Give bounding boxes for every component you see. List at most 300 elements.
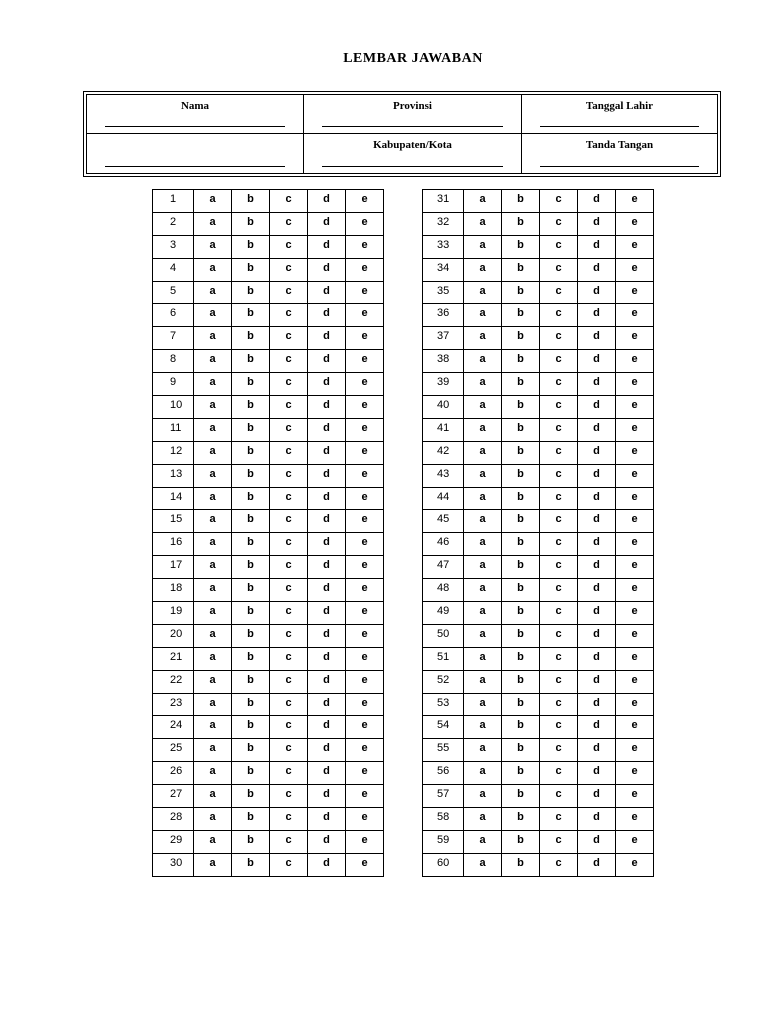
answer-option-a[interactable]: a (194, 647, 232, 670)
answer-option-d[interactable]: d (578, 418, 616, 441)
answer-option-b[interactable]: b (232, 808, 270, 831)
answer-option-a[interactable]: a (194, 693, 232, 716)
answer-option-c[interactable]: c (540, 762, 578, 785)
answer-option-e[interactable]: e (616, 670, 654, 693)
answer-option-c[interactable]: c (540, 853, 578, 876)
answer-option-c[interactable]: c (270, 510, 308, 533)
answer-option-a[interactable]: a (464, 396, 502, 419)
answer-option-b[interactable]: b (232, 624, 270, 647)
answer-option-c[interactable]: c (270, 602, 308, 625)
answer-option-e[interactable]: e (346, 670, 384, 693)
nama-line[interactable] (105, 126, 285, 127)
answer-option-e[interactable]: e (346, 304, 384, 327)
answer-option-e[interactable]: e (346, 281, 384, 304)
answer-option-c[interactable]: c (270, 647, 308, 670)
answer-option-d[interactable]: d (578, 716, 616, 739)
answer-option-c[interactable]: c (540, 670, 578, 693)
answer-option-e[interactable]: e (346, 602, 384, 625)
answer-option-e[interactable]: e (616, 510, 654, 533)
tanda-tangan-line[interactable] (540, 166, 699, 167)
answer-option-a[interactable]: a (464, 373, 502, 396)
answer-option-b[interactable]: b (502, 373, 540, 396)
answer-option-d[interactable]: d (578, 533, 616, 556)
answer-option-b[interactable]: b (502, 716, 540, 739)
answer-option-d[interactable]: d (308, 853, 346, 876)
answer-option-a[interactable]: a (194, 785, 232, 808)
answer-option-e[interactable]: e (346, 785, 384, 808)
answer-option-d[interactable]: d (578, 556, 616, 579)
answer-option-a[interactable]: a (194, 624, 232, 647)
answer-option-d[interactable]: d (308, 396, 346, 419)
answer-option-d[interactable]: d (308, 190, 346, 213)
answer-option-b[interactable]: b (502, 808, 540, 831)
answer-option-a[interactable]: a (464, 624, 502, 647)
answer-option-d[interactable]: d (578, 464, 616, 487)
answer-option-a[interactable]: a (194, 418, 232, 441)
answer-option-a[interactable]: a (464, 212, 502, 235)
answer-option-c[interactable]: c (270, 212, 308, 235)
answer-option-c[interactable]: c (270, 235, 308, 258)
answer-option-d[interactable]: d (308, 830, 346, 853)
answer-option-e[interactable]: e (616, 441, 654, 464)
answer-option-c[interactable]: c (540, 624, 578, 647)
answer-option-c[interactable]: c (540, 739, 578, 762)
answer-option-b[interactable]: b (232, 464, 270, 487)
answer-option-e[interactable]: e (616, 350, 654, 373)
answer-option-b[interactable]: b (232, 510, 270, 533)
answer-option-e[interactable]: e (616, 373, 654, 396)
answer-option-d[interactable]: d (308, 808, 346, 831)
answer-option-a[interactable]: a (464, 785, 502, 808)
answer-option-d[interactable]: d (308, 602, 346, 625)
answer-option-e[interactable]: e (616, 304, 654, 327)
answer-option-b[interactable]: b (502, 235, 540, 258)
answer-option-e[interactable]: e (346, 373, 384, 396)
answer-option-a[interactable]: a (464, 235, 502, 258)
answer-option-b[interactable]: b (502, 212, 540, 235)
kabupaten-kota-field[interactable] (304, 134, 522, 173)
answer-option-c[interactable]: c (540, 830, 578, 853)
answer-option-a[interactable]: a (194, 670, 232, 693)
answer-option-c[interactable]: c (270, 739, 308, 762)
answer-option-c[interactable]: c (270, 624, 308, 647)
answer-option-c[interactable]: c (270, 396, 308, 419)
answer-option-b[interactable]: b (502, 487, 540, 510)
answer-option-a[interactable]: a (194, 510, 232, 533)
answer-option-c[interactable]: c (540, 579, 578, 602)
answer-option-d[interactable]: d (308, 487, 346, 510)
answer-option-c[interactable]: c (540, 602, 578, 625)
answer-option-b[interactable]: b (232, 304, 270, 327)
answer-option-a[interactable]: a (464, 327, 502, 350)
answer-option-a[interactable]: a (464, 647, 502, 670)
answer-option-e[interactable]: e (616, 693, 654, 716)
answer-option-a[interactable]: a (464, 350, 502, 373)
answer-option-c[interactable]: c (540, 418, 578, 441)
answer-option-e[interactable]: e (616, 235, 654, 258)
tanda-tangan-field[interactable] (522, 134, 717, 173)
answer-option-b[interactable]: b (232, 418, 270, 441)
answer-option-d[interactable]: d (578, 304, 616, 327)
answer-option-c[interactable]: c (270, 464, 308, 487)
answer-option-e[interactable]: e (616, 716, 654, 739)
answer-option-e[interactable]: e (346, 762, 384, 785)
answer-option-e[interactable]: e (616, 418, 654, 441)
answer-option-a[interactable]: a (194, 533, 232, 556)
answer-option-e[interactable]: e (346, 808, 384, 831)
answer-option-a[interactable]: a (194, 602, 232, 625)
answer-option-a[interactable]: a (194, 464, 232, 487)
answer-option-a[interactable]: a (464, 281, 502, 304)
answer-option-a[interactable]: a (464, 602, 502, 625)
answer-option-d[interactable]: d (578, 624, 616, 647)
answer-option-a[interactable]: a (194, 830, 232, 853)
answer-option-b[interactable]: b (232, 716, 270, 739)
answer-option-e[interactable]: e (616, 830, 654, 853)
blank-line[interactable] (105, 166, 285, 167)
answer-option-e[interactable]: e (346, 190, 384, 213)
answer-option-a[interactable]: a (464, 808, 502, 831)
answer-option-a[interactable]: a (464, 670, 502, 693)
answer-option-d[interactable]: d (308, 327, 346, 350)
answer-option-b[interactable]: b (232, 579, 270, 602)
answer-option-e[interactable]: e (616, 853, 654, 876)
answer-option-a[interactable]: a (464, 579, 502, 602)
answer-option-c[interactable]: c (540, 693, 578, 716)
answer-option-c[interactable]: c (540, 647, 578, 670)
answer-option-d[interactable]: d (578, 693, 616, 716)
answer-option-b[interactable]: b (232, 785, 270, 808)
answer-option-d[interactable]: d (578, 190, 616, 213)
answer-option-e[interactable]: e (346, 441, 384, 464)
answer-option-b[interactable]: b (232, 373, 270, 396)
answer-option-b[interactable]: b (232, 762, 270, 785)
answer-option-c[interactable]: c (270, 350, 308, 373)
answer-option-c[interactable]: c (270, 258, 308, 281)
answer-option-a[interactable]: a (194, 258, 232, 281)
answer-option-c[interactable]: c (270, 693, 308, 716)
answer-option-e[interactable]: e (616, 396, 654, 419)
answer-option-a[interactable]: a (194, 579, 232, 602)
tanggal-lahir-line[interactable] (540, 126, 699, 127)
answer-option-e[interactable]: e (346, 510, 384, 533)
answer-option-e[interactable]: e (346, 258, 384, 281)
answer-option-a[interactable]: a (464, 441, 502, 464)
answer-option-a[interactable]: a (194, 396, 232, 419)
answer-option-b[interactable]: b (232, 327, 270, 350)
answer-option-e[interactable]: e (346, 464, 384, 487)
answer-option-a[interactable]: a (194, 373, 232, 396)
answer-option-a[interactable]: a (464, 762, 502, 785)
answer-option-c[interactable]: c (270, 190, 308, 213)
answer-option-a[interactable]: a (464, 533, 502, 556)
answer-option-d[interactable]: d (578, 327, 616, 350)
answer-option-d[interactable]: d (308, 373, 346, 396)
answer-option-d[interactable]: d (308, 762, 346, 785)
answer-option-d[interactable]: d (308, 510, 346, 533)
answer-option-a[interactable]: a (194, 327, 232, 350)
answer-option-d[interactable]: d (578, 212, 616, 235)
answer-option-d[interactable]: d (308, 350, 346, 373)
answer-option-c[interactable]: c (540, 304, 578, 327)
answer-option-b[interactable]: b (502, 510, 540, 533)
answer-option-d[interactable]: d (578, 441, 616, 464)
answer-option-d[interactable]: d (308, 693, 346, 716)
answer-option-b[interactable]: b (502, 830, 540, 853)
answer-option-c[interactable]: c (540, 533, 578, 556)
answer-option-d[interactable]: d (578, 762, 616, 785)
answer-option-e[interactable]: e (616, 785, 654, 808)
answer-option-d[interactable]: d (578, 830, 616, 853)
answer-option-a[interactable]: a (464, 510, 502, 533)
answer-option-e[interactable]: e (346, 533, 384, 556)
answer-option-d[interactable]: d (308, 235, 346, 258)
answer-option-c[interactable]: c (270, 441, 308, 464)
answer-option-c[interactable]: c (270, 281, 308, 304)
answer-option-b[interactable]: b (502, 693, 540, 716)
answer-option-b[interactable]: b (232, 830, 270, 853)
answer-option-c[interactable]: c (540, 808, 578, 831)
answer-option-b[interactable]: b (502, 556, 540, 579)
answer-option-a[interactable]: a (464, 464, 502, 487)
answer-option-b[interactable]: b (502, 418, 540, 441)
answer-option-c[interactable]: c (540, 190, 578, 213)
answer-option-c[interactable]: c (540, 785, 578, 808)
answer-option-d[interactable]: d (578, 739, 616, 762)
answer-option-b[interactable]: b (232, 693, 270, 716)
answer-option-d[interactable]: d (308, 281, 346, 304)
answer-option-b[interactable]: b (232, 853, 270, 876)
answer-option-b[interactable]: b (502, 350, 540, 373)
answer-option-c[interactable]: c (270, 853, 308, 876)
answer-option-e[interactable]: e (616, 212, 654, 235)
answer-option-e[interactable]: e (616, 556, 654, 579)
answer-option-b[interactable]: b (232, 212, 270, 235)
answer-option-c[interactable]: c (540, 487, 578, 510)
answer-option-c[interactable]: c (270, 808, 308, 831)
answer-option-b[interactable]: b (502, 853, 540, 876)
answer-option-b[interactable]: b (502, 464, 540, 487)
answer-option-d[interactable]: d (578, 785, 616, 808)
answer-option-d[interactable]: d (308, 739, 346, 762)
answer-option-b[interactable]: b (502, 670, 540, 693)
tanggal-lahir-field[interactable] (522, 95, 717, 134)
answer-option-b[interactable]: b (232, 190, 270, 213)
provinsi-line[interactable] (322, 126, 503, 127)
answer-option-b[interactable]: b (232, 441, 270, 464)
answer-option-d[interactable]: d (308, 624, 346, 647)
answer-option-e[interactable]: e (616, 281, 654, 304)
answer-option-d[interactable]: d (308, 212, 346, 235)
answer-option-c[interactable]: c (540, 510, 578, 533)
answer-option-d[interactable]: d (578, 510, 616, 533)
answer-option-c[interactable]: c (270, 304, 308, 327)
answer-option-e[interactable]: e (616, 762, 654, 785)
answer-option-e[interactable]: e (346, 487, 384, 510)
answer-option-a[interactable]: a (194, 762, 232, 785)
answer-option-a[interactable]: a (464, 258, 502, 281)
answer-option-e[interactable]: e (346, 853, 384, 876)
answer-option-e[interactable]: e (346, 716, 384, 739)
answer-option-a[interactable]: a (464, 853, 502, 876)
answer-option-d[interactable]: d (578, 396, 616, 419)
answer-option-b[interactable]: b (502, 533, 540, 556)
answer-option-a[interactable]: a (194, 212, 232, 235)
answer-option-d[interactable]: d (578, 579, 616, 602)
answer-option-a[interactable]: a (464, 487, 502, 510)
answer-option-c[interactable]: c (270, 487, 308, 510)
answer-option-d[interactable]: d (578, 281, 616, 304)
answer-option-b[interactable]: b (502, 396, 540, 419)
answer-option-d[interactable]: d (308, 579, 346, 602)
answer-option-e[interactable]: e (616, 533, 654, 556)
answer-option-e[interactable]: e (616, 258, 654, 281)
answer-option-e[interactable]: e (346, 212, 384, 235)
answer-option-e[interactable]: e (616, 602, 654, 625)
answer-option-b[interactable]: b (232, 281, 270, 304)
answer-option-c[interactable]: c (270, 556, 308, 579)
blank-field[interactable] (87, 134, 304, 173)
answer-option-a[interactable]: a (464, 693, 502, 716)
answer-option-e[interactable]: e (616, 579, 654, 602)
answer-option-b[interactable]: b (232, 396, 270, 419)
answer-option-e[interactable]: e (346, 647, 384, 670)
answer-option-a[interactable]: a (194, 808, 232, 831)
answer-option-c[interactable]: c (270, 830, 308, 853)
answer-option-e[interactable]: e (346, 396, 384, 419)
answer-option-b[interactable]: b (232, 739, 270, 762)
answer-option-c[interactable]: c (270, 785, 308, 808)
answer-option-d[interactable]: d (308, 785, 346, 808)
answer-option-d[interactable]: d (308, 464, 346, 487)
answer-option-b[interactable]: b (502, 304, 540, 327)
answer-option-c[interactable]: c (270, 716, 308, 739)
answer-option-b[interactable]: b (502, 647, 540, 670)
answer-option-d[interactable]: d (308, 647, 346, 670)
answer-option-c[interactable]: c (540, 281, 578, 304)
answer-option-d[interactable]: d (578, 373, 616, 396)
answer-option-c[interactable]: c (540, 258, 578, 281)
answer-option-e[interactable]: e (616, 487, 654, 510)
answer-option-a[interactable]: a (464, 739, 502, 762)
answer-option-b[interactable]: b (232, 258, 270, 281)
answer-option-d[interactable]: d (578, 602, 616, 625)
answer-option-d[interactable]: d (308, 670, 346, 693)
answer-option-e[interactable]: e (616, 464, 654, 487)
answer-option-b[interactable]: b (232, 647, 270, 670)
answer-option-e[interactable]: e (346, 739, 384, 762)
answer-option-c[interactable]: c (540, 327, 578, 350)
answer-option-e[interactable]: e (346, 235, 384, 258)
answer-option-a[interactable]: a (194, 304, 232, 327)
answer-option-e[interactable]: e (346, 418, 384, 441)
answer-option-b[interactable]: b (502, 762, 540, 785)
answer-option-d[interactable]: d (578, 853, 616, 876)
answer-option-a[interactable]: a (194, 853, 232, 876)
answer-option-d[interactable]: d (578, 647, 616, 670)
answer-option-b[interactable]: b (502, 258, 540, 281)
answer-option-c[interactable]: c (540, 716, 578, 739)
answer-option-c[interactable]: c (270, 418, 308, 441)
answer-option-d[interactable]: d (578, 350, 616, 373)
answer-option-b[interactable]: b (502, 579, 540, 602)
answer-option-d[interactable]: d (308, 556, 346, 579)
answer-option-d[interactable]: d (578, 808, 616, 831)
answer-option-b[interactable]: b (502, 624, 540, 647)
answer-option-c[interactable]: c (540, 464, 578, 487)
answer-option-d[interactable]: d (578, 235, 616, 258)
answer-option-e[interactable]: e (616, 327, 654, 350)
answer-option-a[interactable]: a (194, 487, 232, 510)
answer-option-a[interactable]: a (464, 556, 502, 579)
answer-option-d[interactable]: d (308, 441, 346, 464)
answer-option-e[interactable]: e (616, 647, 654, 670)
answer-option-d[interactable]: d (578, 258, 616, 281)
answer-option-a[interactable]: a (194, 235, 232, 258)
answer-option-c[interactable]: c (270, 670, 308, 693)
answer-option-a[interactable]: a (194, 739, 232, 762)
answer-option-c[interactable]: c (540, 212, 578, 235)
answer-option-c[interactable]: c (270, 327, 308, 350)
answer-option-a[interactable]: a (194, 556, 232, 579)
answer-option-d[interactable]: d (308, 716, 346, 739)
answer-option-e[interactable]: e (346, 693, 384, 716)
answer-option-b[interactable]: b (232, 487, 270, 510)
answer-option-e[interactable]: e (616, 624, 654, 647)
answer-option-c[interactable]: c (270, 533, 308, 556)
answer-option-c[interactable]: c (540, 373, 578, 396)
answer-option-e[interactable]: e (346, 579, 384, 602)
answer-option-c[interactable]: c (270, 373, 308, 396)
answer-option-a[interactable]: a (194, 190, 232, 213)
answer-option-d[interactable]: d (578, 487, 616, 510)
answer-option-c[interactable]: c (540, 441, 578, 464)
answer-option-c[interactable]: c (540, 350, 578, 373)
answer-option-a[interactable]: a (194, 441, 232, 464)
answer-option-a[interactable]: a (464, 716, 502, 739)
answer-option-a[interactable]: a (464, 830, 502, 853)
answer-option-a[interactable]: a (464, 304, 502, 327)
answer-option-e[interactable]: e (346, 350, 384, 373)
answer-option-a[interactable]: a (194, 716, 232, 739)
answer-option-b[interactable]: b (502, 281, 540, 304)
answer-option-a[interactable]: a (194, 350, 232, 373)
answer-option-e[interactable]: e (346, 327, 384, 350)
answer-option-e[interactable]: e (616, 739, 654, 762)
answer-option-b[interactable]: b (502, 785, 540, 808)
answer-option-c[interactable]: c (270, 579, 308, 602)
answer-option-d[interactable]: d (308, 258, 346, 281)
answer-option-c[interactable]: c (540, 556, 578, 579)
provinsi-field[interactable] (304, 95, 522, 134)
answer-option-b[interactable]: b (502, 739, 540, 762)
answer-option-d[interactable]: d (578, 670, 616, 693)
answer-option-e[interactable]: e (346, 830, 384, 853)
kabupaten-kota-line[interactable] (322, 166, 503, 167)
answer-option-a[interactable]: a (464, 418, 502, 441)
answer-option-b[interactable]: b (232, 533, 270, 556)
answer-option-a[interactable]: a (194, 281, 232, 304)
answer-option-b[interactable]: b (502, 190, 540, 213)
answer-option-b[interactable]: b (232, 602, 270, 625)
answer-option-a[interactable]: a (464, 190, 502, 213)
answer-option-b[interactable]: b (232, 235, 270, 258)
answer-option-e[interactable]: e (346, 624, 384, 647)
answer-option-d[interactable]: d (308, 418, 346, 441)
answer-option-b[interactable]: b (502, 441, 540, 464)
answer-option-e[interactable]: e (616, 808, 654, 831)
answer-option-c[interactable]: c (540, 235, 578, 258)
